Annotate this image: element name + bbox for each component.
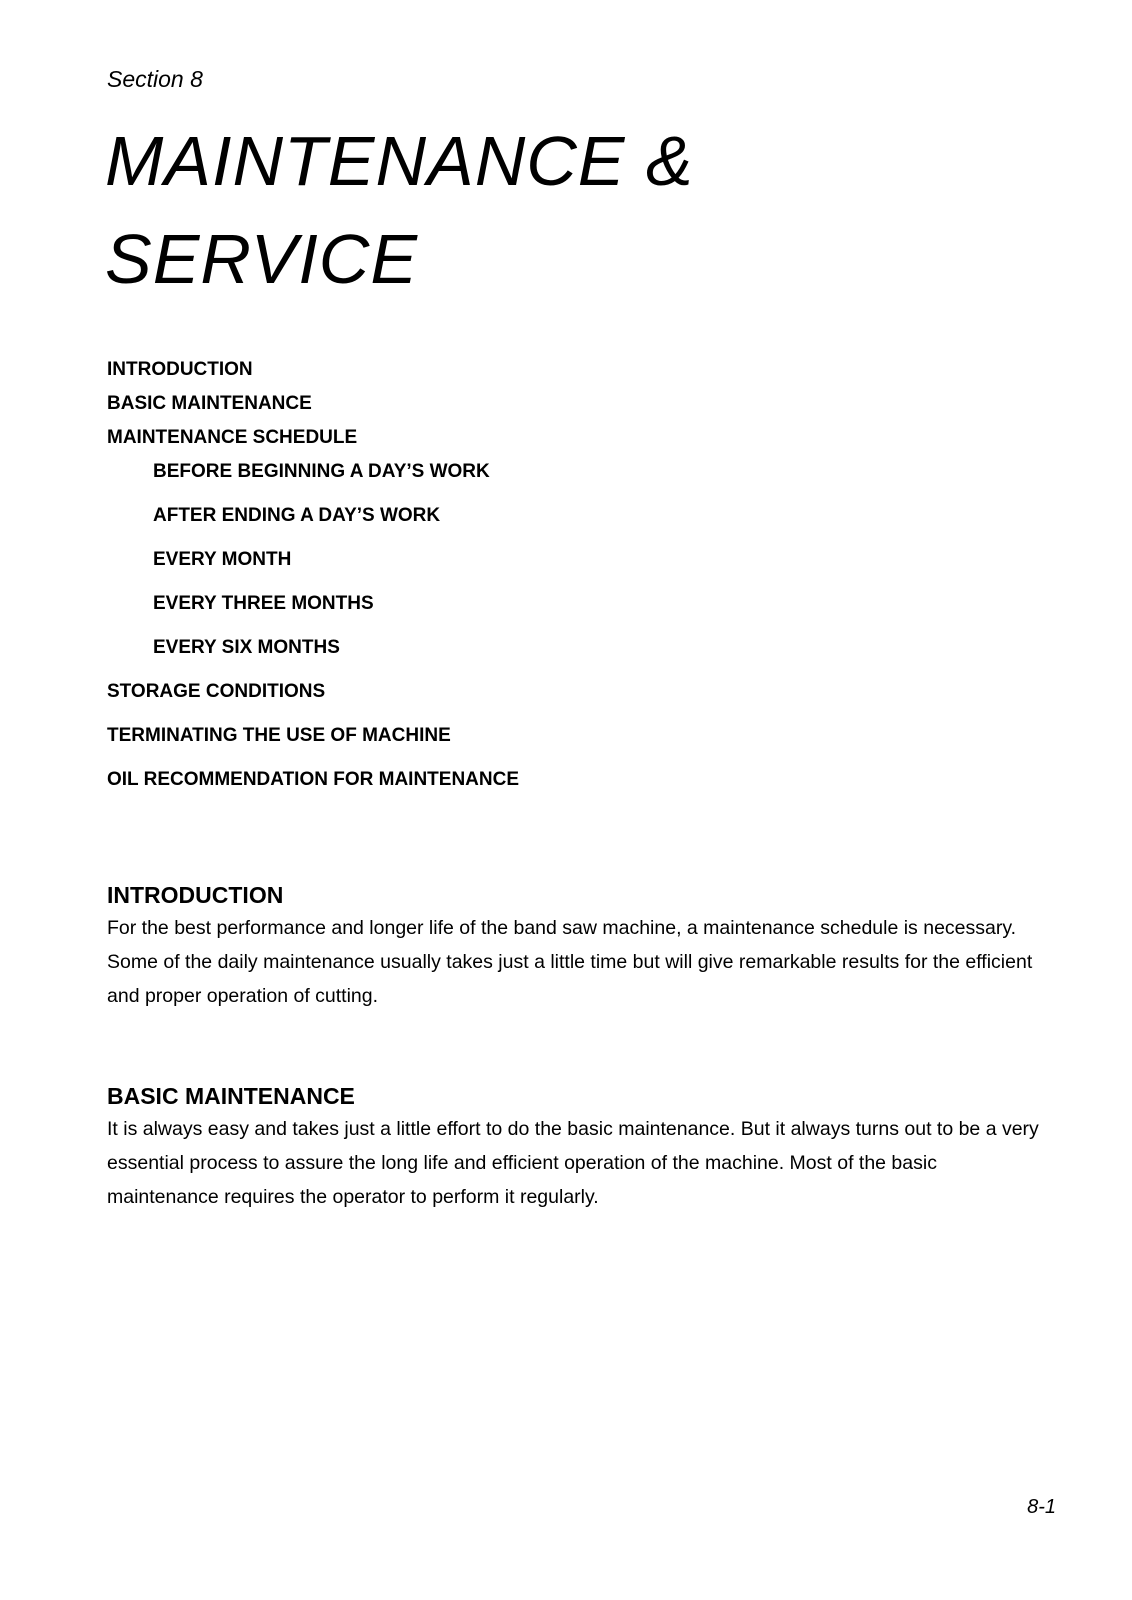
- introduction-heading: INTRODUCTION: [107, 882, 284, 908]
- toc-item-introduction: INTRODUCTION: [107, 359, 253, 380]
- toc-item-after-ending: AFTER ENDING A DAY’S WORK: [153, 505, 441, 526]
- toc-item-maintenance-schedule: MAINTENANCE SCHEDULE: [107, 427, 358, 448]
- introduction-body: For the best performance and longer life of the band saw machine, a maintenance schedule is necessary. Some of the daily maintenance usually takes just a little time but will give remarkable results for the efficient and proper operation of cutting.: [107, 917, 1033, 1007]
- page-number: 8-1: [1027, 1496, 1056, 1518]
- toc-item-every-six-months: EVERY SIX MONTHS: [153, 637, 340, 658]
- basic-maintenance-heading: BASIC MAINTENANCE: [107, 1083, 355, 1109]
- page-title: MAINTENANCE & SERVICE: [105, 122, 694, 298]
- toc-item-every-month: EVERY MONTH: [153, 549, 292, 570]
- basic-maintenance-body: It is always easy and takes just a little effort to do the basic maintenance. But it always turns out to be a very essential process to assure the long life and efficient operation of the machine. Most of the basic maintenance requires the operator to perform it regularly.: [107, 1118, 1039, 1208]
- toc-item-basic-maintenance: BASIC MAINTENANCE: [107, 393, 312, 414]
- toc-item-oil-recommendation: OIL RECOMMENDATION FOR MAINTENANCE: [107, 769, 520, 790]
- toc-item-terminating-use: TERMINATING THE USE OF MACHINE: [107, 725, 451, 746]
- toc-item-before-beginning: BEFORE BEGINNING A DAY’S WORK: [153, 461, 490, 482]
- section-label: Section 8: [107, 66, 203, 92]
- toc-item-storage-conditions: STORAGE CONDITIONS: [107, 681, 326, 702]
- toc-item-every-three-months: EVERY THREE MONTHS: [153, 593, 374, 614]
